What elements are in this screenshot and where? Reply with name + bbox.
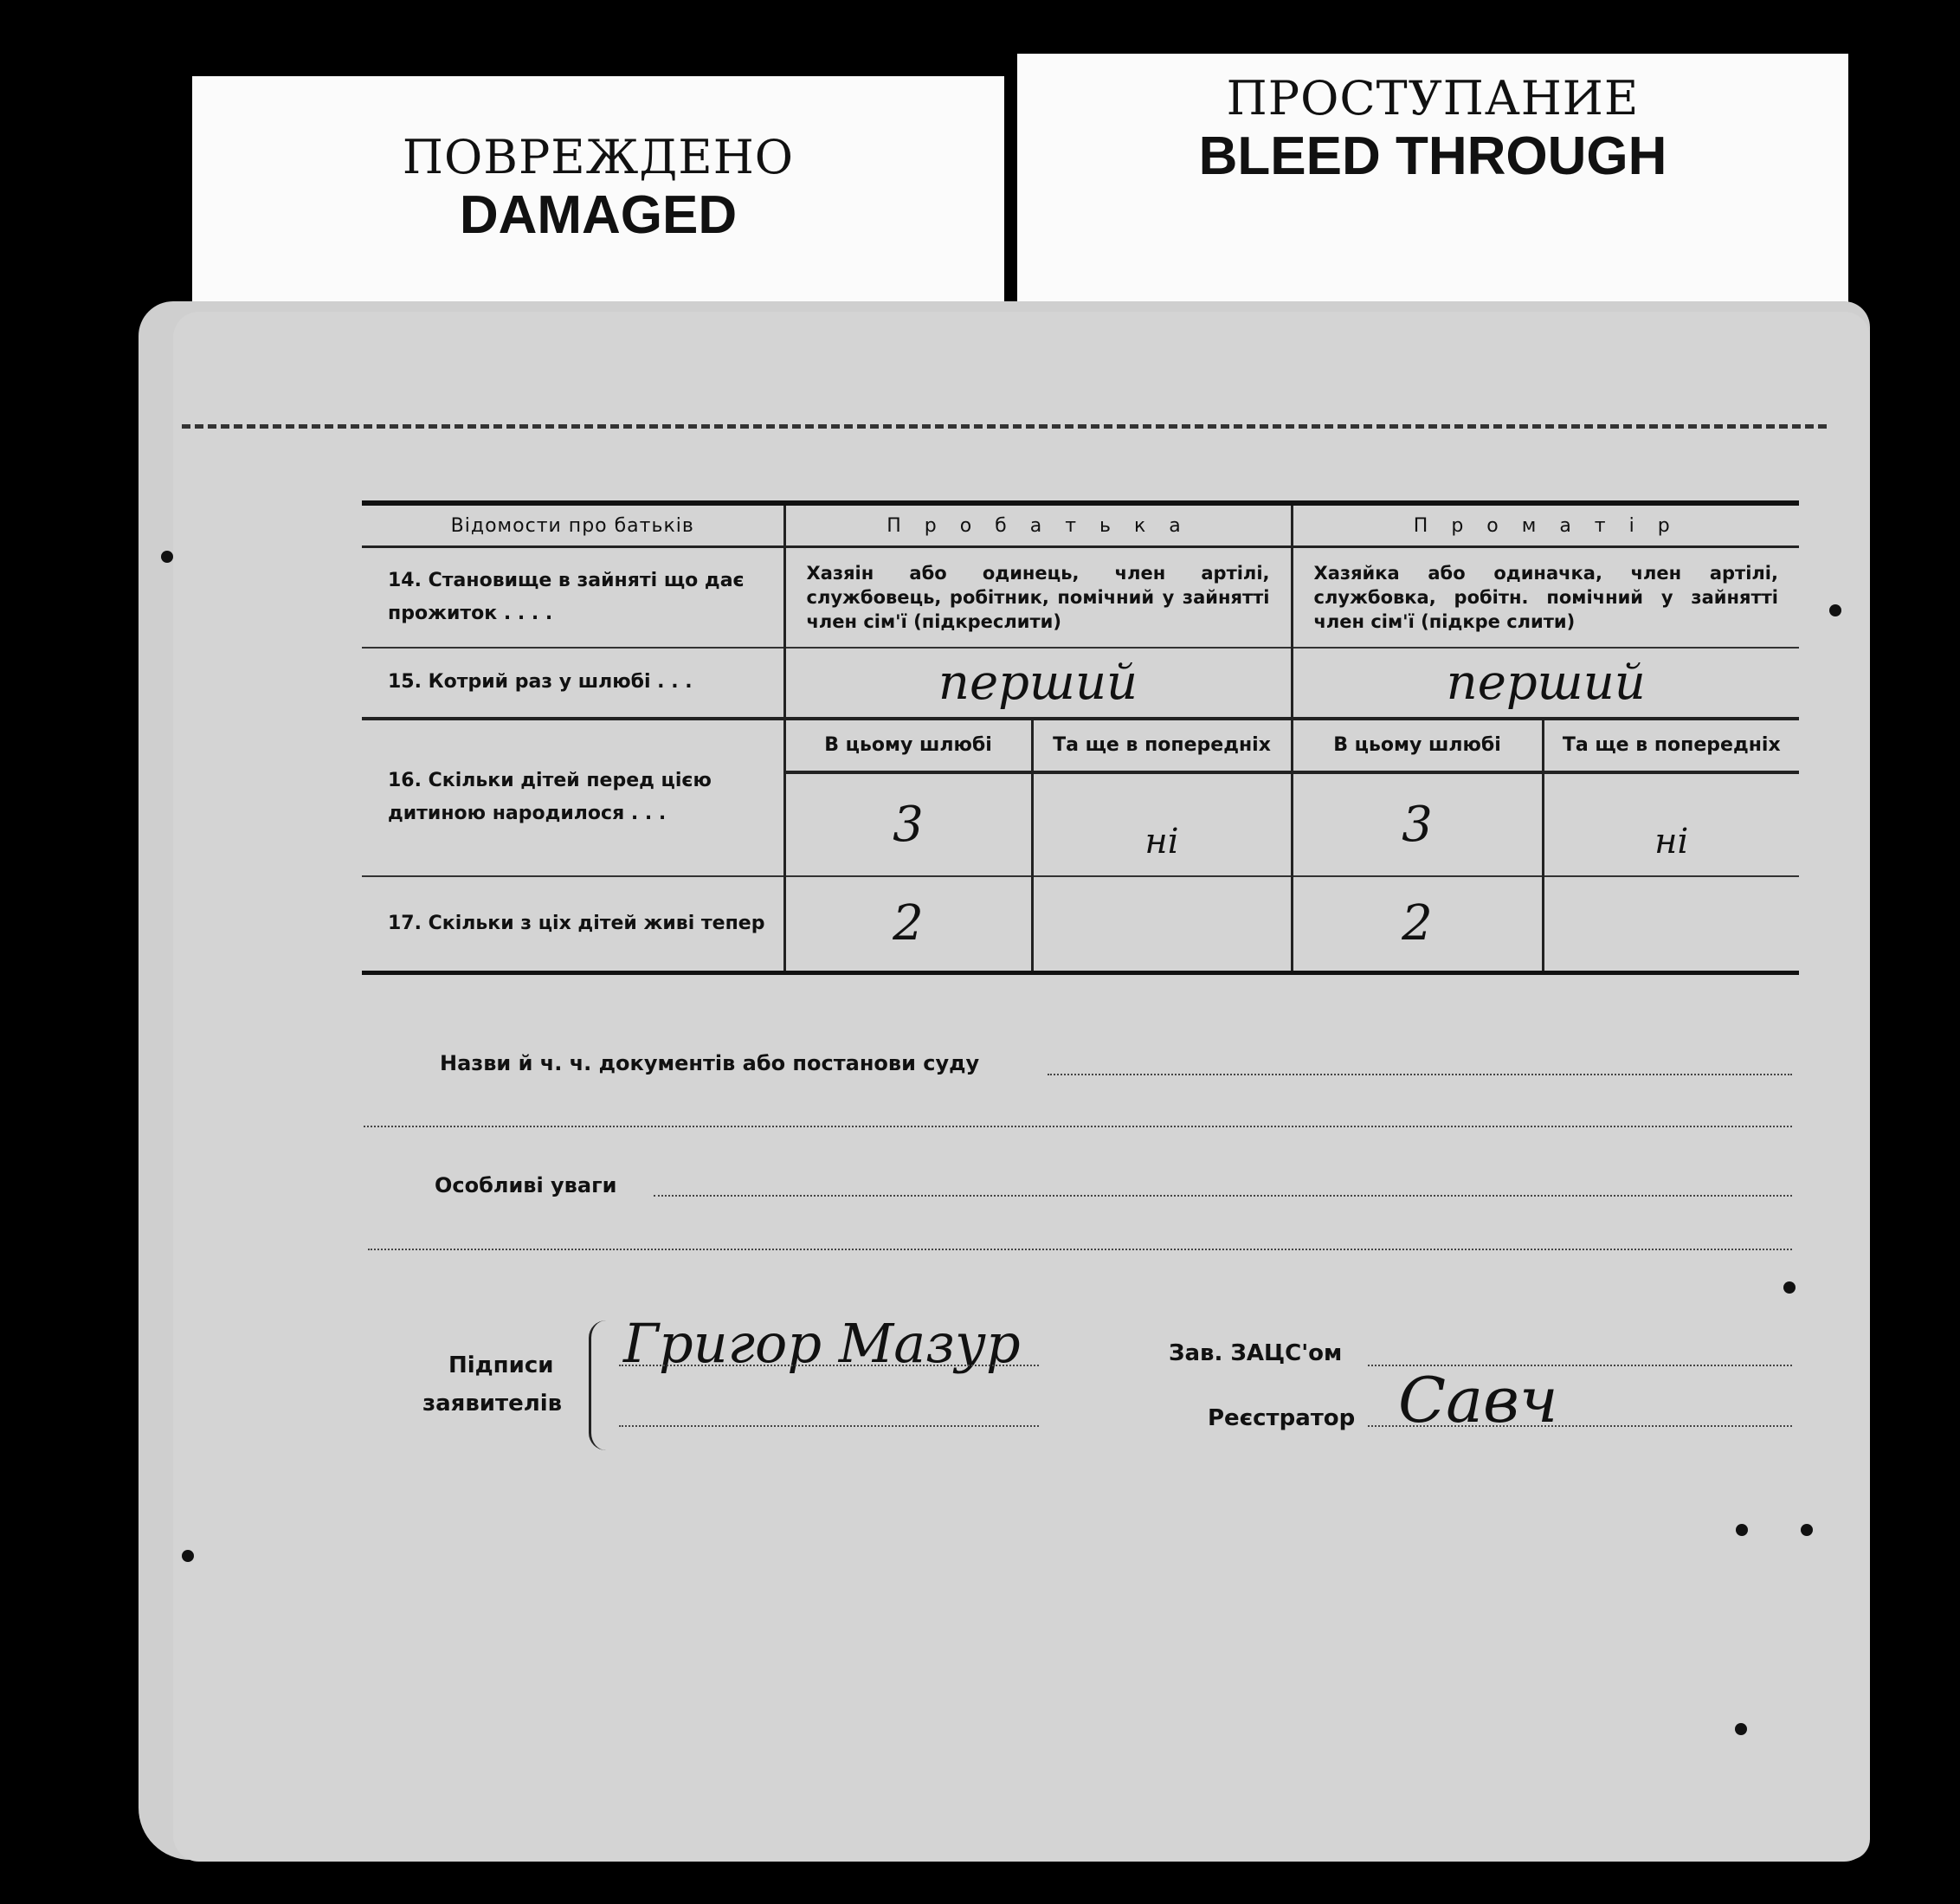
bleed-card-en: BLEED THROUGH [1198, 126, 1667, 186]
subheader-mother-prev: Та ще в попередніх [1543, 719, 1799, 772]
damage-hole [1735, 1723, 1747, 1735]
damage-hole [1829, 604, 1841, 616]
row16-mother-this: 3 [1402, 796, 1433, 853]
row17-mother-prev [1543, 876, 1799, 973]
subheader-mother-this: В цьому шлюбі [1292, 719, 1543, 772]
registrar-label: Реєстратор [1208, 1405, 1356, 1431]
bleed-card-ru: ПРОСТУПАНИЕ [1226, 71, 1640, 126]
row17-label: 17. Скільки з ціх дітей живі тепер [362, 876, 784, 973]
documents-line-2 [364, 1126, 1792, 1127]
head-label: Зав. ЗАЦС'ом [1169, 1340, 1343, 1366]
damage-hole [161, 551, 173, 563]
row15-mother-value: перший [1446, 654, 1646, 711]
row16-father-prev: ні [1032, 772, 1292, 876]
damaged-card-ru: ПОВРЕЖДЕНО [402, 130, 795, 184]
row14-father: Хазяін або одинець, член артілі, службовець, робітник, помічний у зайнятті член сім'ї (підкреслити) [784, 547, 1292, 648]
parents-info-table [362, 500, 1799, 975]
damage-hole [1736, 1524, 1748, 1536]
registrar-signature: Савч [1398, 1364, 1558, 1436]
signatures-label-2: заявителів [422, 1391, 563, 1417]
registrar-sign-line [1368, 1425, 1792, 1427]
row17-father-this: 2 [784, 876, 1032, 973]
row17-father-prev [1032, 876, 1292, 973]
header-mother: П р о м а т і р [1292, 503, 1799, 547]
documents-line [1048, 1074, 1792, 1075]
applicant-sign-line-2 [619, 1425, 1039, 1427]
row16-father-this: 3 [784, 772, 1032, 876]
row15-label: 15. Котрий раз у шлюбі . . . [362, 648, 784, 719]
row16-label: 16. Скільки дітей перед цією дитиною народилося . . . [362, 719, 784, 876]
row17-mother-this: 2 [1402, 895, 1433, 952]
row14-mother: Хазяйка або одиначка, член артілі, службовка, робітн. помічний у зайнятті член сім'ї (підкре слити) [1313, 562, 1778, 632]
damaged-card [192, 76, 1004, 323]
notes-line-2 [368, 1249, 1792, 1250]
subheader-father-prev: Та ще в попередніх [1032, 719, 1292, 772]
applicant-sign-line [619, 1365, 1039, 1366]
row14-label: 14. Становище в зайняті що дає прожиток . . . . [362, 547, 784, 648]
notes-label: Особливі уваги [435, 1173, 617, 1197]
header-father: П р о б а т ь к а [784, 503, 1292, 547]
signatures-label-1: Підписи [448, 1352, 554, 1378]
perforation-line [182, 424, 1827, 429]
subheader-father-this: В цьому шлюбі [784, 719, 1032, 772]
documents-label: Назви й ч. ч. документів або постанови суду [440, 1051, 980, 1075]
notes-line [654, 1195, 1792, 1197]
bleed-through-card [1017, 54, 1848, 313]
damage-hole [1801, 1524, 1813, 1536]
row15-father-value: перший [784, 648, 1292, 719]
damaged-card-en: DAMAGED [459, 185, 738, 245]
row16-mother-prev: ні [1543, 772, 1799, 876]
header-parents-info: Відомости про батьків [362, 503, 784, 547]
applicant-signature: Григор Мазур [623, 1312, 1021, 1375]
signatures-bracket [589, 1320, 610, 1450]
damage-hole [1783, 1281, 1796, 1294]
damage-hole [182, 1550, 194, 1562]
